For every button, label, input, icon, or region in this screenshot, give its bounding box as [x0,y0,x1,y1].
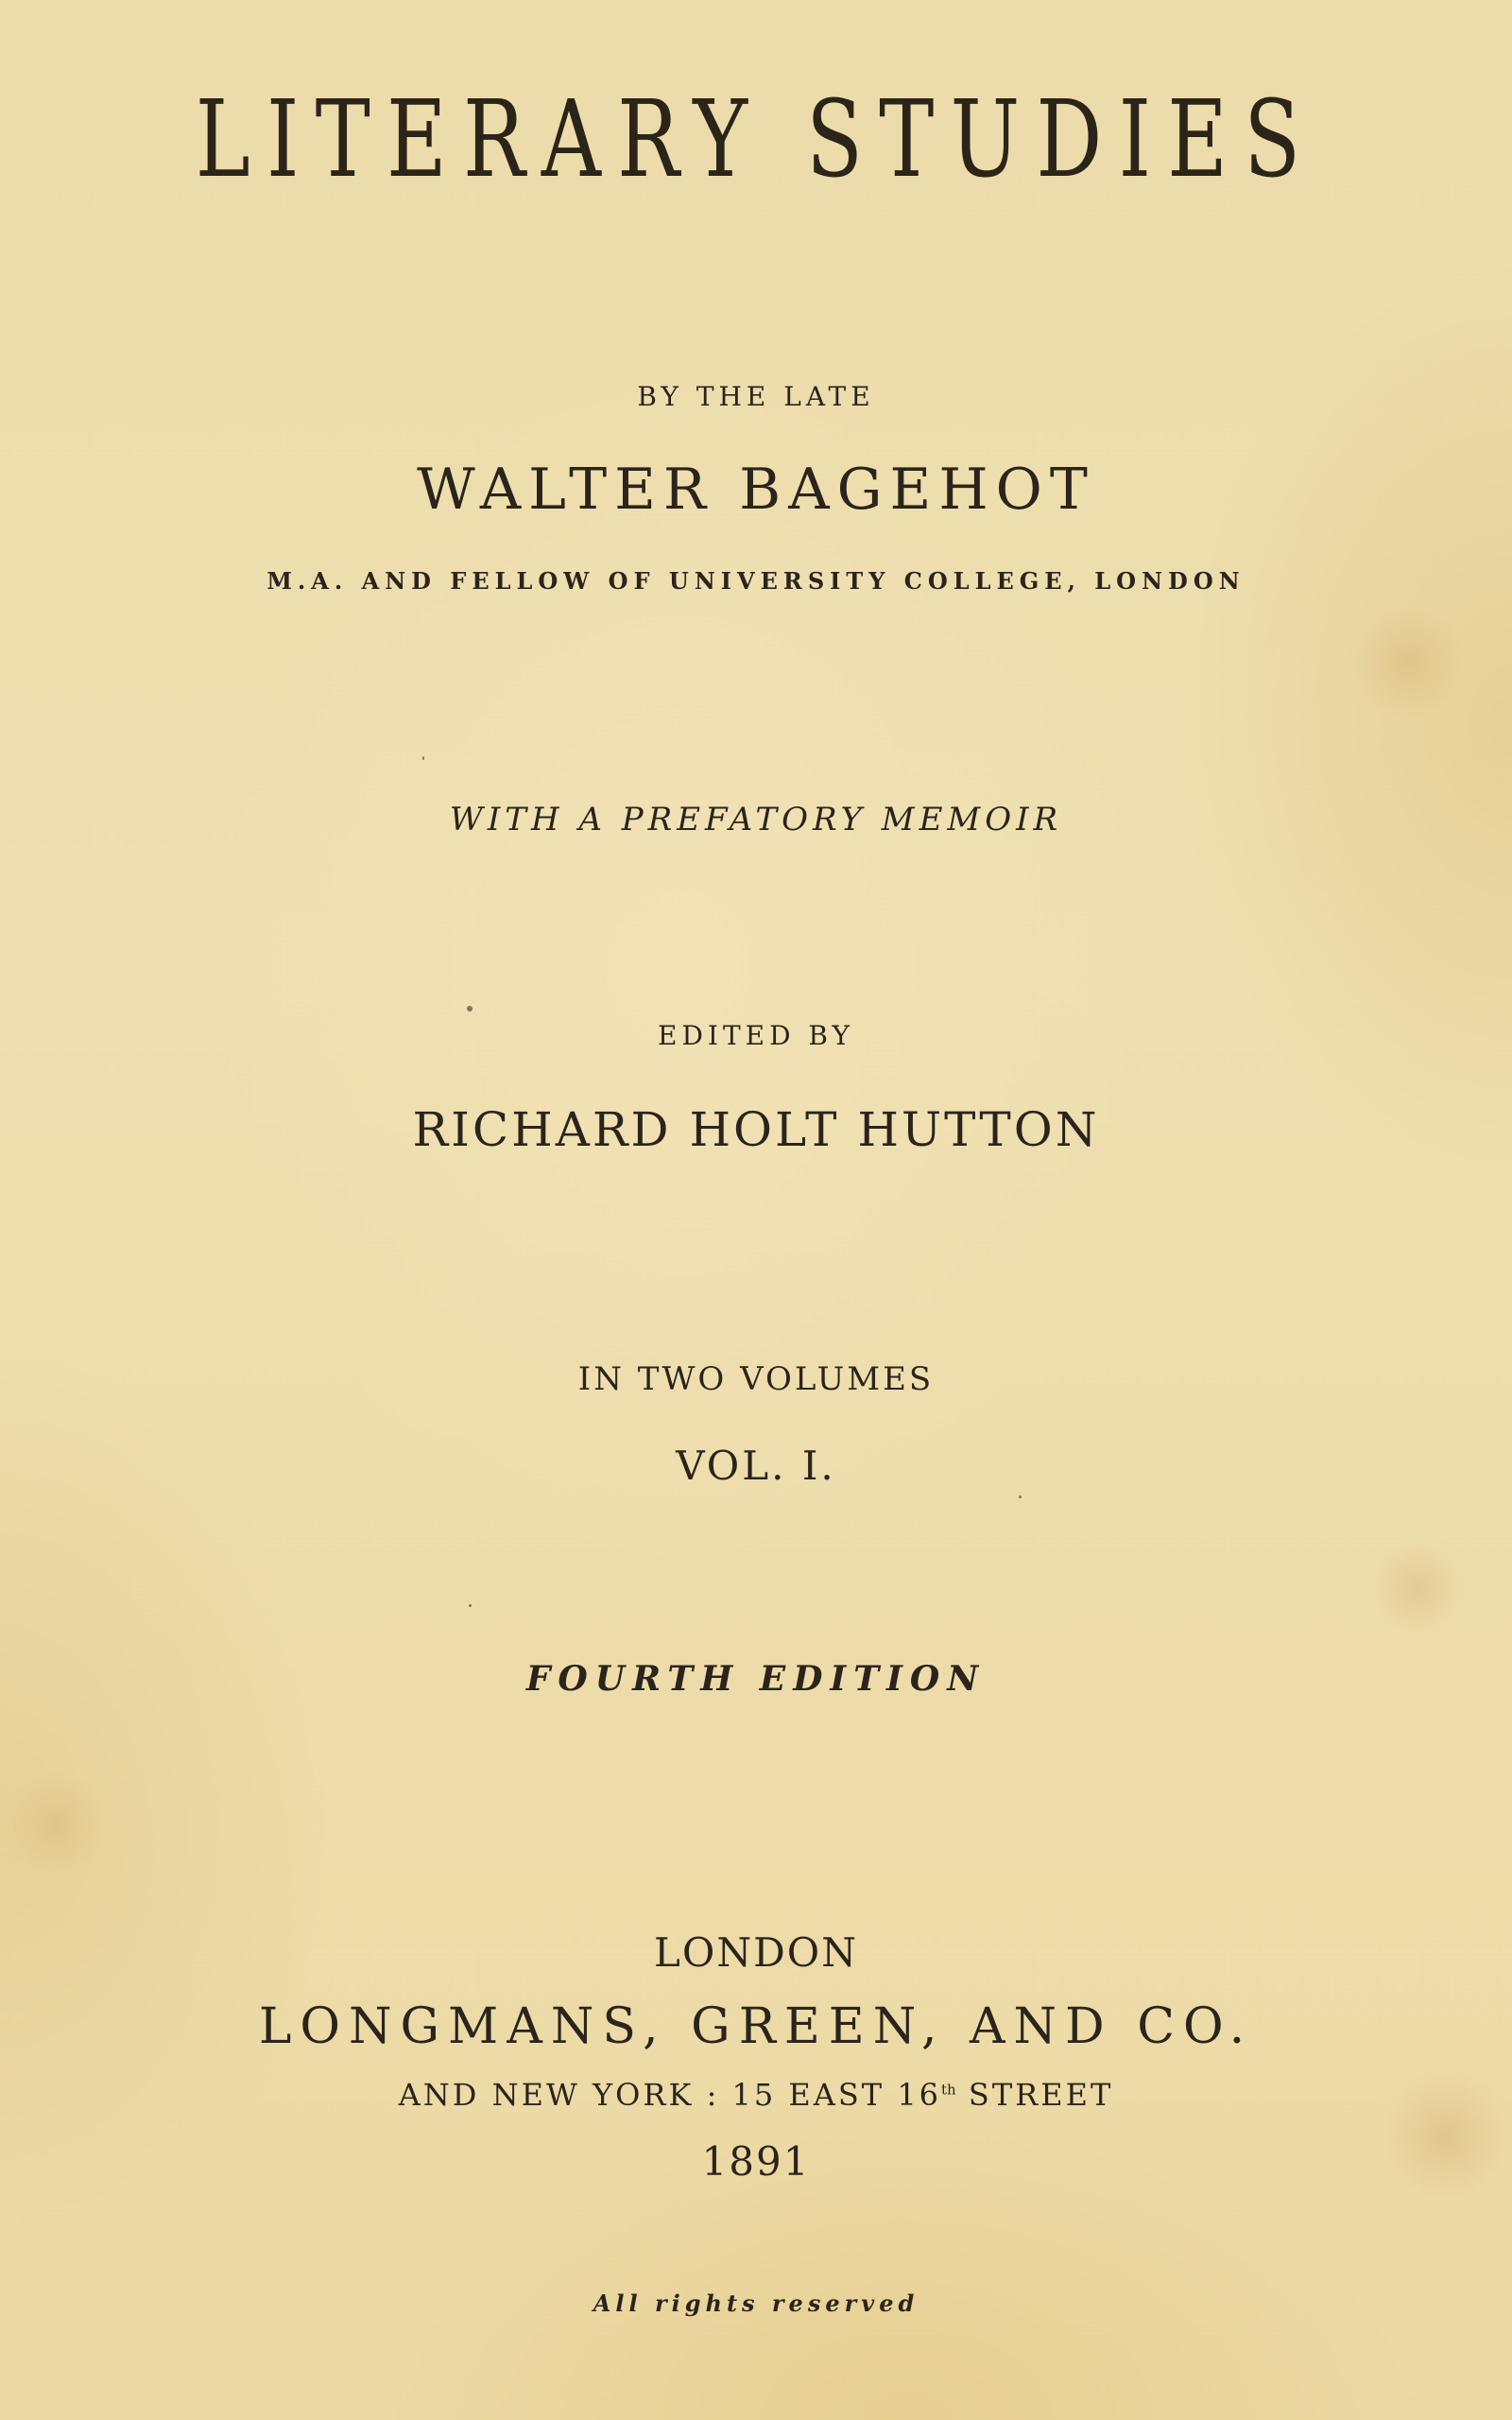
paper-speck [1019,1495,1022,1498]
rights-notice: All rights reserved [593,2290,919,2317]
address-street: STREET [968,2077,1114,2113]
author-name: WALTER BAGEHOT [417,457,1095,523]
memoir-note: WITH A PREFATORY MEMOIR [449,801,1063,838]
editor-name: RICHARD HOLT HUTTON [412,1102,1100,1157]
volume-number: VOL. I. [676,1443,836,1489]
paper-speck [469,1604,472,1607]
volumes-note: IN TWO VOLUMES [577,1360,935,1398]
by-line: BY THE LATE [637,381,875,412]
publication-year: 1891 [701,2138,811,2185]
edited-by-label: EDITED BY [658,1020,854,1051]
address-superscript: th [941,2081,956,2099]
paper-speck [422,756,424,760]
publisher-address [0,2077,1512,2113]
address-main: AND NEW YORK : 15 EAST 16 [398,2077,942,2113]
paper-speck [467,1006,472,1011]
book-title: LITERARY STUDIES [195,78,1317,201]
author-credentials: M.A. AND FELLOW OF UNIVERSITY COLLEGE, LONDON [266,567,1246,595]
publisher-name: LONGMANS, GREEN, AND CO. [258,1998,1254,2055]
publication-place: LONDON [654,1929,858,1976]
edition-note: FOURTH EDITION [525,1659,987,1699]
